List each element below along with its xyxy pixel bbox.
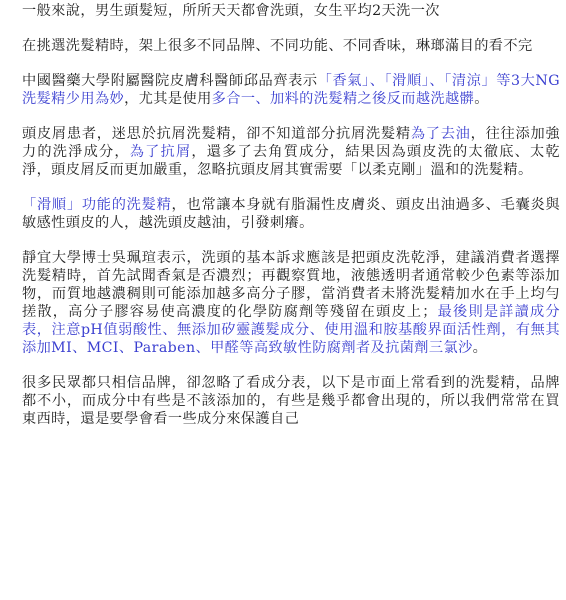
paragraph-5-text: ，也常讓本身就有脂漏性皮膚炎、頭皮出油過多、毛囊炎與敏感性頭皮的人，越洗頭皮越油，引發刺癢。 — [22, 197, 560, 231]
paragraph-4-text-b: ，往往添加強力的洗淨成分， — [22, 126, 560, 160]
paragraph-3-text-a: 中國醫藥大學附屬醫院皮膚科醫師邱品齊表示 — [22, 73, 318, 89]
paragraph-2-text: 在挑選洗髮精時，架上很多不同品牌、不同功能、不同香味，琳瑯滿目的看不完 — [22, 38, 533, 54]
paragraph-1 — [22, 2, 560, 20]
paragraph-4-highlight-degrease: 為了去油 — [410, 126, 471, 142]
paragraph-1-text: 一般來說，男生頭髮短，所所天天都會洗頭，女生平均2天洗一次 — [22, 3, 440, 19]
paragraph-4 — [22, 125, 560, 179]
paragraph-6-text-b: 。 — [472, 340, 488, 356]
paragraph-5 — [22, 196, 560, 232]
paragraph-4-text-c: ，還多了去角質成分，結果因為頭皮洗的太徹底、太乾淨，頭皮屑反而更加嚴重，忽略抗頭皮屑其實需要「以柔克剛」溫和的洗髮精。 — [22, 144, 560, 178]
paragraph-6 — [22, 249, 560, 357]
paragraph-3-text-c: 。 — [474, 91, 489, 107]
paragraph-5-highlight-smooth: 「滑順」功能的洗髮精 — [22, 197, 172, 213]
paragraph-3-text-b: ，尤其是使用 — [124, 91, 212, 107]
paragraph-7-text: 很多民眾都只相信品牌，卻忽略了看成分表，以下是市面上常看到的洗髮精，品牌都不小，而成分中有些是不該添加的，有些是幾乎都會出現的，所以我們常常在買東西時，還是要學會看一些成分來保護自己 — [22, 375, 560, 427]
paragraph-6-text-a: 靜宜大學博士吳珮瑄表示，洗頭的基本訴求應該是把頭皮洗乾淨，建議消費者選擇洗髮精時，首先試聞香氣是否濃烈；再觀察質地，液態透明者通常較少色素等添加物，而質地越濃稠則可能添加越多高分子膠，當消費者未將洗髮精加水在手上均勻搓散，高分子膠容易使高濃度的化學防腐劑等殘留在頭皮上； — [22, 250, 560, 320]
paragraph-3-highlight-ng-shampoos: 「香氣」、「滑順」、「清涼」等3大NG洗髮精少用為妙 — [22, 73, 560, 107]
paragraph-2 — [22, 37, 560, 55]
paragraph-4-highlight-anti-dandruff: 為了抗屑 — [129, 144, 192, 160]
paragraph-3 — [22, 72, 560, 108]
paragraph-7 — [22, 374, 560, 428]
paragraph-6-highlight-ingredients: 最後則是詳讀成分表，注意pH值弱酸性、無添加矽靈護髮成分、使用溫和胺基酸界面活性劑，有無其添加MI、MCI、Paraben、甲醛等高致敏性防腐劑者及抗菌劑三氯沙 — [22, 304, 560, 356]
paragraph-3-highlight-dirtier: 多合一、加料的洗髮精之後反而越洗越髒 — [211, 91, 475, 107]
paragraph-4-text-a: 頭皮屑患者，迷思於抗屑洗髮精，卻不知道部分抗屑洗髮精 — [22, 126, 411, 142]
